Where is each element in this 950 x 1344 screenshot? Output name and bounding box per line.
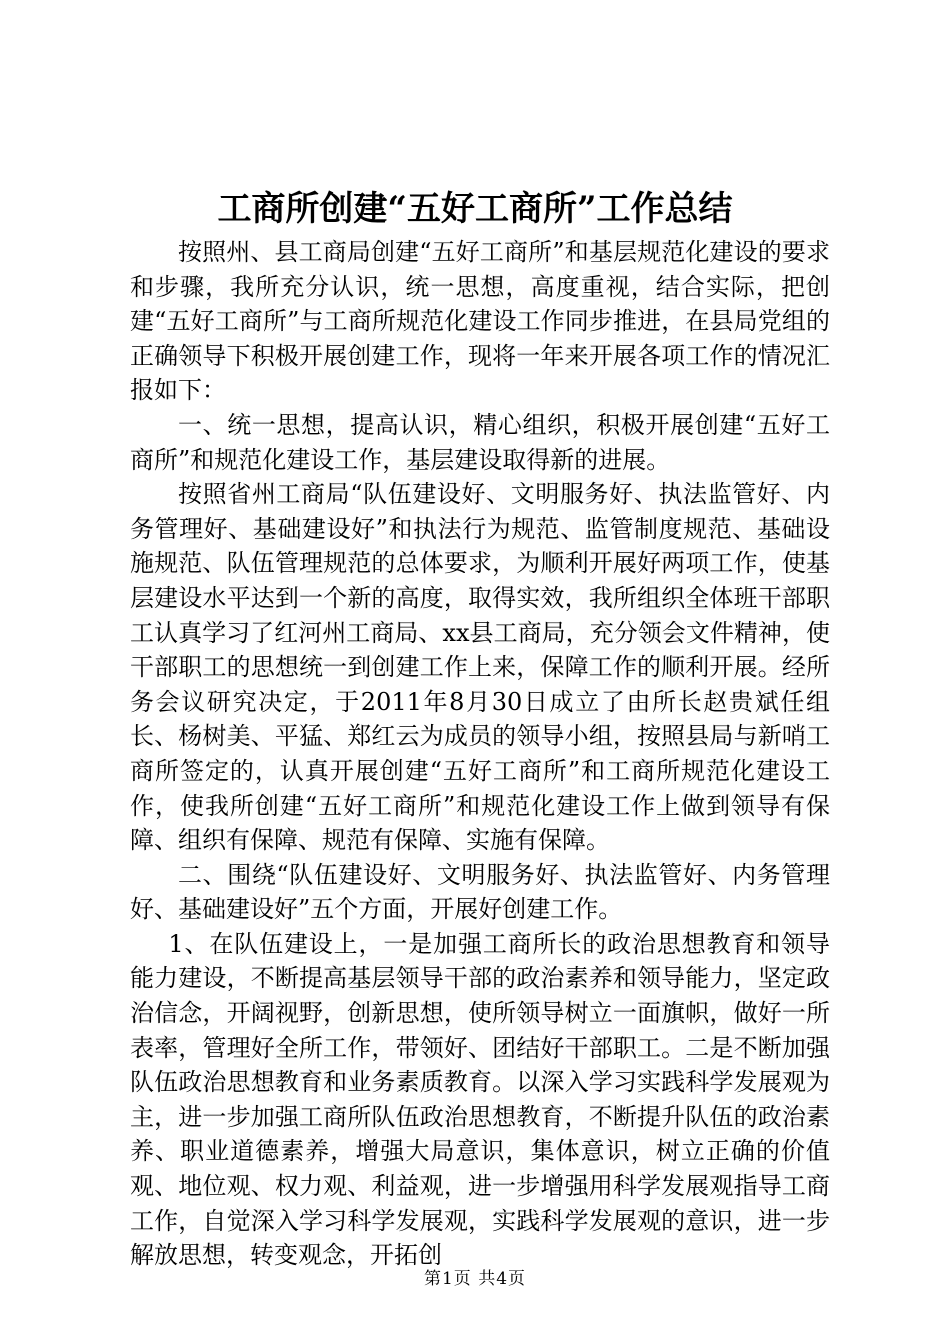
document-title: 工商所创建“五好工商所”工作总结	[217, 189, 733, 229]
page-number-footer: 第1页 共4页	[423, 1269, 527, 1289]
section-heading-one: 一、统一思想，提高认识，精心组织，积极开展创建“五好工商所”和规范化建设工作，基层建设取得新的进展。	[130, 410, 830, 474]
paragraph-section-one: 按照省州工商局“队伍建设好、文明服务好、执法监管好、内务管理好、基础建设好”和执法行为规范、监管制度规范、基础设施规范、队伍管理规范的总体要求，为顺利开展好两项工作，使基层建设水平达到一个新的高度，取得实效，我所组织全体班干部职工认真学习了红河州工商局、xx县工商局，充分领会文件精神，使干部职工的思想统一到创建工作上来，保障工作的顺利开展。经所务会议研究决定，于2011年8月30日成立了由所长赵贵斌任组长、杨树美、平猛、郑红云为成员的领导小组，按照县局与新哨工商所签定的，认真开展创建“五好工商所”和工商所规范化建设工作，使我所创建“五好工商所”和规范化建设工作上做到领导有保障、组织有保障、规范有保障、实施有保障。	[130, 480, 830, 855]
paragraph-item-one: 1、在队伍建设上，一是加强工商所长的政治思想教育和领导能力建设，不断提高基层领导干部的政治素养和领导能力，坚定政治信念，开阔视野，创新思想，使所领导树立一面旗帜，做好一所表率，管理好全所工作，带领好、团结好干部职工。二是不断加强队伍政治思想教育和业务素质教育。以深入学习实践科学发展观为主，进一步加强工商所队伍政治思想教育，不断提升队伍的政治素养、职业道德素养，增强大局意识，集体意识，树立正确的价值观、地位观、权力观、利益观，进一步增强用科学发展观指导工商工作，自觉深入学习科学发展观，实践科学发展观的意识，进一步解放思想，转变观念，开拓创	[130, 929, 830, 1270]
paragraph-intro: 按照州、县工商局创建“五好工商所”和基层规范化建设的要求和步骤，我所充分认识，统一思想，高度重视，结合实际，把创建“五好工商所”与工商所规范化建设工作同步推进，在县局党组的正确领导下积极开展创建工作，现将一年来开展各项工作的情况汇报如下：	[130, 238, 830, 405]
document-body	[130, 235, 830, 1273]
section-heading-two: 二、围绕“队伍建设好、文明服务好、执法监管好、内务管理好、基础建设好”五个方面，开展好创建工作。	[130, 860, 830, 924]
